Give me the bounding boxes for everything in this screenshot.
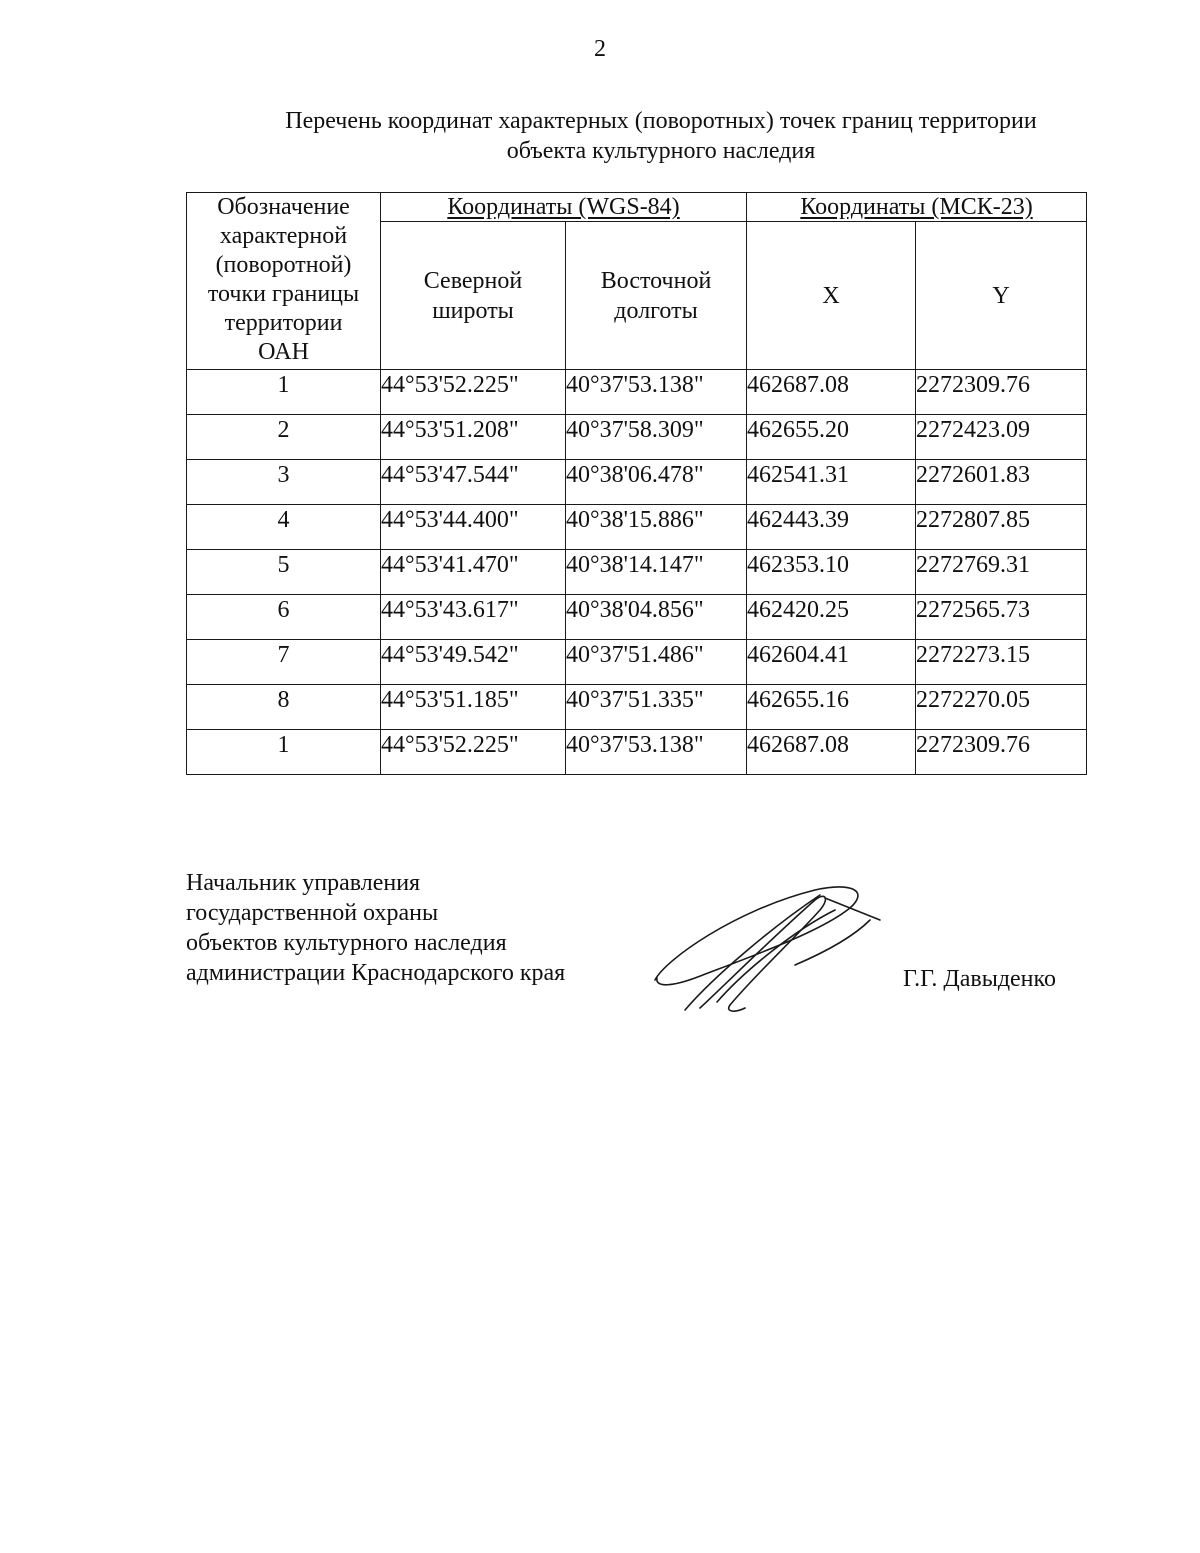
table-row xyxy=(187,685,1087,730)
longitude-cell: 40°37'58.309" xyxy=(566,415,747,460)
handwritten-signature xyxy=(645,880,885,1020)
table-row xyxy=(187,550,1087,595)
table-row xyxy=(187,415,1087,460)
designation-line: ОАН xyxy=(258,339,309,365)
y-cell: 2272309.76 xyxy=(916,730,1087,775)
designation-header xyxy=(187,193,381,370)
point-cell: 2 xyxy=(187,415,381,460)
longitude-cell: 40°38'14.147" xyxy=(566,550,747,595)
point-cell: 1 xyxy=(187,370,381,415)
y-cell: 2272309.76 xyxy=(916,370,1087,415)
x-cell: 462353.10 xyxy=(747,550,916,595)
x-header: X xyxy=(747,222,916,370)
point-cell: 3 xyxy=(187,460,381,505)
title-line-1: Перечень координат характерных (поворотных) точек границ территории xyxy=(285,108,1037,134)
y-cell: 2272769.31 xyxy=(916,550,1087,595)
table-row xyxy=(187,640,1087,685)
designation-line: Обозначение xyxy=(217,194,350,220)
x-cell: 462604.41 xyxy=(747,640,916,685)
latitude-cell: 44°53'51.185" xyxy=(381,685,566,730)
designation-line: характерной xyxy=(219,223,348,249)
x-cell: 462687.08 xyxy=(747,730,916,775)
position-line: Начальник управления xyxy=(186,870,421,896)
point-cell: 8 xyxy=(187,685,381,730)
longitude-cell: 40°38'04.856" xyxy=(566,595,747,640)
y-cell: 2272565.73 xyxy=(916,595,1087,640)
x-cell: 462687.08 xyxy=(747,370,916,415)
table-row xyxy=(187,595,1087,640)
y-cell: 2272601.83 xyxy=(916,460,1087,505)
designation-line: (поворотной) xyxy=(215,252,352,278)
table-row xyxy=(187,460,1087,505)
y-cell: 2272273.15 xyxy=(916,640,1087,685)
longitude-header-line: Восточной xyxy=(600,267,712,294)
x-cell: 462420.25 xyxy=(747,595,916,640)
point-cell: 7 xyxy=(187,640,381,685)
latitude-header-line: широты xyxy=(432,297,514,324)
longitude-cell: 40°38'15.886" xyxy=(566,505,747,550)
coordinates-table xyxy=(186,192,1087,775)
x-cell: 462443.39 xyxy=(747,505,916,550)
x-cell: 462655.16 xyxy=(747,685,916,730)
page-number: 2 xyxy=(594,36,606,62)
latitude-header-line: Северной xyxy=(423,267,523,294)
latitude-cell: 44°53'52.225" xyxy=(381,370,566,415)
y-cell: 2272423.09 xyxy=(916,415,1087,460)
x-cell: 462541.31 xyxy=(747,460,916,505)
table-row xyxy=(187,730,1087,775)
x-cell: 462655.20 xyxy=(747,415,916,460)
position-line: администрации Краснодарского края xyxy=(186,960,566,986)
longitude-cell: 40°38'06.478" xyxy=(566,460,747,505)
longitude-cell: 40°37'51.486" xyxy=(566,640,747,685)
latitude-cell: 44°53'41.470" xyxy=(381,550,566,595)
longitude-cell: 40°37'51.335" xyxy=(566,685,747,730)
document-title xyxy=(150,106,1172,166)
point-cell: 1 xyxy=(187,730,381,775)
longitude-header xyxy=(566,222,747,370)
latitude-cell: 44°53'51.208" xyxy=(381,415,566,460)
latitude-cell: 44°53'43.617" xyxy=(381,595,566,640)
point-cell: 5 xyxy=(187,550,381,595)
y-cell: 2272270.05 xyxy=(916,685,1087,730)
latitude-cell: 44°53'44.400" xyxy=(381,505,566,550)
signer-position xyxy=(186,868,565,988)
point-cell: 4 xyxy=(187,505,381,550)
signer-name: Г.Г. Давыденко xyxy=(903,966,1056,992)
longitude-header-line: долготы xyxy=(614,297,698,324)
position-line: объектов культурного наследия xyxy=(186,930,507,956)
longitude-cell: 40°37'53.138" xyxy=(566,370,747,415)
latitude-cell: 44°53'52.225" xyxy=(381,730,566,775)
longitude-cell: 40°37'53.138" xyxy=(566,730,747,775)
y-cell: 2272807.85 xyxy=(916,505,1087,550)
designation-line: точки границы xyxy=(207,281,360,307)
latitude-header xyxy=(381,222,566,370)
latitude-cell: 44°53'49.542" xyxy=(381,640,566,685)
msk-group-header: Координаты (МСК-23) xyxy=(747,193,1087,222)
latitude-cell: 44°53'47.544" xyxy=(381,460,566,505)
table-row xyxy=(187,370,1087,415)
table-row xyxy=(187,505,1087,550)
wgs-group-header: Координаты (WGS-84) xyxy=(381,193,747,222)
position-line: государственной охраны xyxy=(186,900,439,926)
y-header: Y xyxy=(916,222,1087,370)
title-line-2: объекта культурного наследия xyxy=(506,138,816,164)
designation-line: территории xyxy=(224,310,343,336)
point-cell: 6 xyxy=(187,595,381,640)
